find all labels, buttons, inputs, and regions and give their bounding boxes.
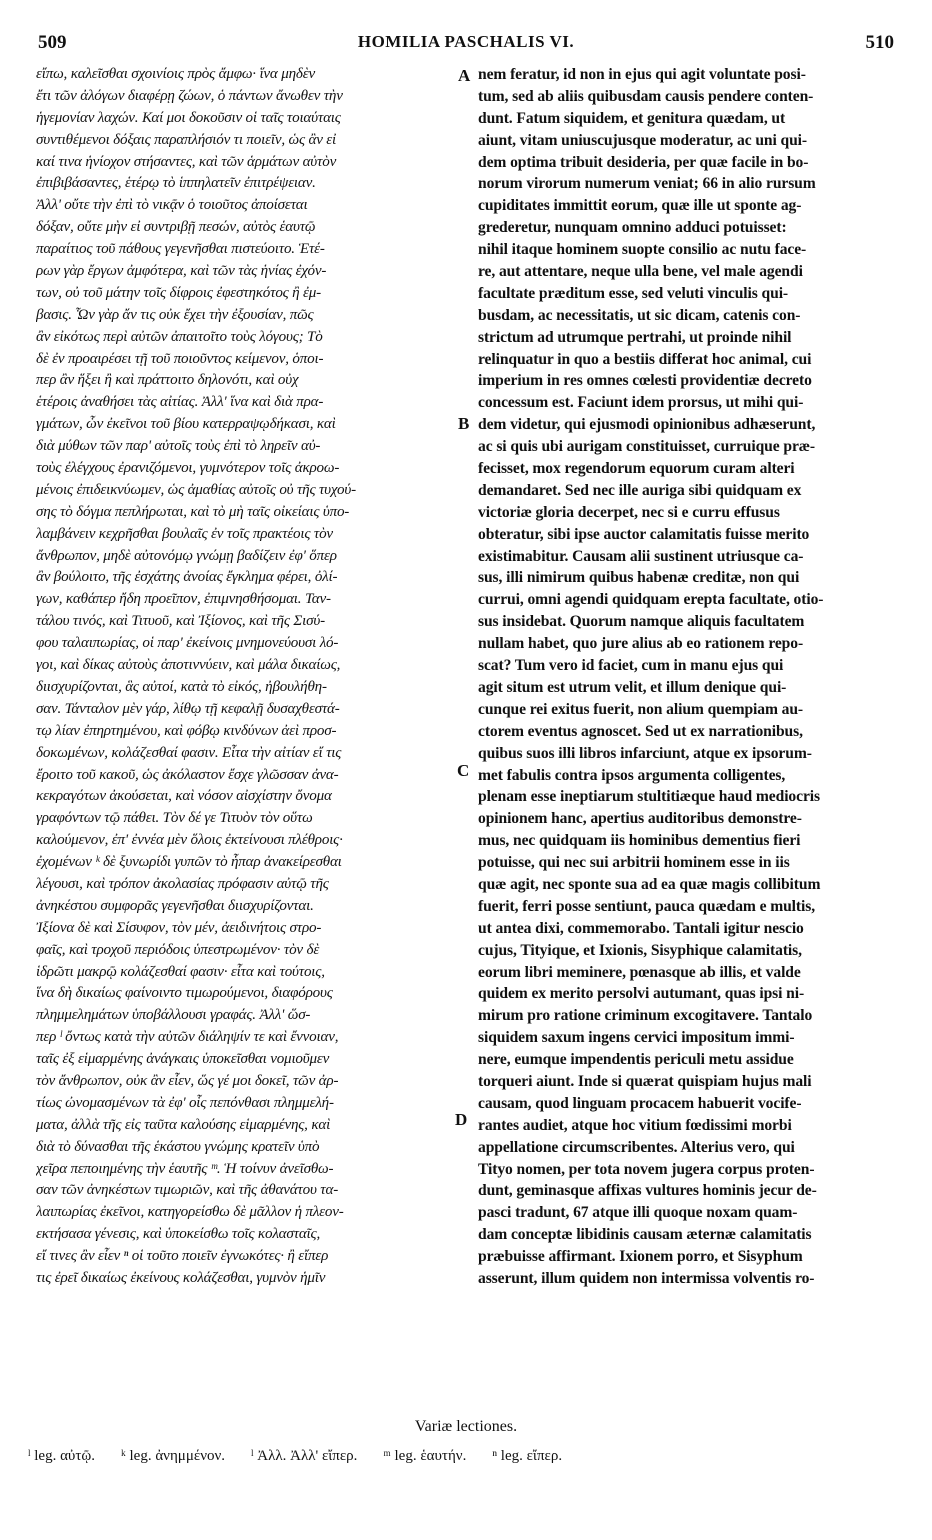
latin-text-line: met fabulis contra ipsos argumenta colligentes, xyxy=(478,766,786,784)
greek-text-line: γμάτων, ὧν ἐκεῖνοι τοῦ βίου κατερραψῳδήκασι, καὶ xyxy=(36,416,336,433)
latin-text-line: norum virorum numerum veniat; 66 in alio rursum xyxy=(478,175,816,193)
greek-text-line: σαν τῶν ἀνηκέστων τιμωριῶν, καὶ τῆς ἀθανάτου τα- xyxy=(36,1182,339,1199)
greek-text-line: Ἀλλ' οὔτε τὴν ἐπὶ τὸ νικᾷν ὁ τοιοῦτος ἀποίσεται xyxy=(36,197,308,214)
latin-text-line: quibus suos illi libros infarciunt, atque ex ipsorum- xyxy=(478,744,812,762)
greek-text-line: φου ταλαιπωρίας, οἱ παρ' ἐκείνοις μνημονεύουσι λό- xyxy=(36,635,339,652)
greek-text-line: δὲ ἐν προαιρέσει τῇ τοῦ ποιοῦντος κείμενον, ὁποι- xyxy=(36,350,324,367)
latin-text-line: causam, quod linguam procacem habuerit vocife- xyxy=(478,1094,802,1112)
page-number-left: 509 xyxy=(38,32,67,53)
latin-text-line: sus, illi nimirum quibus habenæ creditæ, non qui xyxy=(478,569,800,587)
greek-text-line: πλημμελημάτων ὑποβάλλουσι γραφάς. Ἀλλ' ὥσ- xyxy=(36,1007,311,1024)
latin-text-line: cunque rei exitus fuerit, non alium quempiam au- xyxy=(478,700,804,718)
latin-text-line: re, aut attentare, neque ulla bene, vel male agendi xyxy=(478,263,803,281)
variants-heading: Variæ lectiones. xyxy=(414,1418,518,1435)
greek-text-line: συντιθέμενοι δόξαις παραπλήσιόν τι ποιεῖν, ὡς ἂν εἰ xyxy=(36,131,337,148)
latin-text-line: tum, sed ab aliis quibusdam causis pendere conten- xyxy=(478,87,814,105)
latin-text-line: dunt, geminasque affixas vultures hominis jecur de- xyxy=(478,1182,817,1200)
greek-text-line: ρων γὰρ ἔργων ἀμφότερα, καὶ τῶν τὰς ἡνίας ἐχόν- xyxy=(36,263,327,280)
latin-text-line: cujus, Tityique, et Ixionis, Sisyphique calamitatis, xyxy=(478,941,802,959)
latin-text-line: obteratur, sibi ipse auctor calamitatis fuisse merito xyxy=(478,525,810,543)
greek-text-line: Ἰξίονα δὲ καὶ Σίσυφον, τὸν μέν, ἀειδινήτοις στρο- xyxy=(36,919,322,936)
latin-text-line: mus, nec quidquam iis hominibus dementius fieri xyxy=(478,832,801,850)
latin-text-line: facultate præditum esse, sed veluti vinculis qui- xyxy=(478,284,789,302)
greek-text-line: κεκραγότων ἀκούσεται, καὶ νόσον αἰσχίστην ὄνομα xyxy=(36,788,332,805)
greek-text-line: δόξαν, οὔτε μὴν εἰ συντριβῇ πεσών, αὐτὸς ἑαυτῷ xyxy=(36,219,316,236)
latin-text-line: ctorem eventus agnoscet. Sed ut ex narrationibus, xyxy=(478,722,803,740)
variant-reading: ˡ Ἀλλ. Ἀλλ' εἴπερ. xyxy=(251,1448,358,1464)
latin-text-line: mirum pro ratione criminum excogitavere. Tantalo xyxy=(478,1007,813,1025)
running-title: HOMILIA PASCHALIS VI. xyxy=(357,32,575,51)
latin-text-line: torqueri aiunt. Inde si quærat quispiam hujus mali xyxy=(478,1072,812,1090)
greek-text-line: βασις. Ὧν γὰρ ἄν τις οὐκ ἔχει τὴν ἐξουσίαν, πῶς xyxy=(36,306,314,323)
latin-text-line: aiunt, vitam uniuscujusque moderatur, ac uni qui- xyxy=(478,131,807,149)
greek-text-line: ἂν εἰκότως περὶ αὐτῶν ἀπαιτοῖτο τοὺς λόγους; Τὸ xyxy=(36,328,323,345)
latin-text-column xyxy=(478,64,894,1290)
latin-text-line: busdam, ac necessitatis, ut sic dicam, catenis con- xyxy=(478,306,801,324)
greek-text-line: ἔτι τῶν ἀλόγων διαφέρῃ ζώων, ὁ πάντων ἄνωθεν τὴν xyxy=(36,87,343,104)
latin-text-line: scat? Tum vero id faciet, cum in manu ejus qui xyxy=(478,657,784,675)
latin-text-line: imperium in res omnes cœlesti providentiæ decreto xyxy=(478,372,812,390)
greek-text-column xyxy=(36,64,462,1290)
latin-text-line: asserunt, illum quidem non intermissa volventis ro- xyxy=(478,1269,815,1287)
greek-text-line: των, οὐ τοῦ μάτην τοῖς δίφροις ἐφεστηκότος ἢ ἐμ- xyxy=(36,284,321,301)
greek-text-line: ἐπιβιβάσαντες, ἑτέρῳ τὸ ἱππηλατεῖν ἐπιτρέψειαν. xyxy=(36,175,316,192)
latin-text-line: appellatione circumscribentes. Alterius vero, qui xyxy=(478,1138,795,1156)
greek-text-line: λαμβάνειν κεχρῆσθαι βουλαῖς ἐν τοῖς πρακτέοις τὸν xyxy=(36,525,333,542)
latin-text-line: quidem ex merito persolvi autumant, quas ipsi ni- xyxy=(478,985,805,1003)
variant-reading: ⁿ leg. εἴπερ. xyxy=(492,1448,563,1464)
greek-text-line: λέγουσι, καὶ τρόπον ἀκολασίας πρόφασιν αὐτῷ τῆς xyxy=(36,875,329,892)
latin-text-line: dem videtur, qui ejusmodi opinionibus adhæserunt, xyxy=(478,416,816,434)
greek-text-line: γοι, καὶ δίκας αὐτοὺς ἀποτιννύειν, καὶ μάλα δικαίως, xyxy=(36,657,341,674)
latin-text-line: potuisse, qui nec sui arbitrii hominem esse in iis xyxy=(478,854,790,872)
latin-text-line: nullam habet, quo jure alius ab eo rationem repo- xyxy=(478,635,804,653)
greek-text-line: χεῖρα πεποιημένης τὴν ἑαυτῆς ᵐ. Ἡ τοίνυν ἀνεῖσθω- xyxy=(36,1160,334,1177)
greek-text-line: εἴπω, καλεῖσθαι σχοινίοις πρὸς ἄμφω· ἵνα μηδὲν xyxy=(36,66,315,82)
greek-text-line: σαν. Τάνταλον μὲν γάρ, λίθῳ τῇ κεφαλῇ δυσαχθεστά- xyxy=(36,700,340,717)
variant-readings xyxy=(28,1448,912,1465)
greek-text-line: μένοις ἐπιδεικνύωμεν, ὡς ἀμαθίας αὐτοῖς οὐ τῆς τυχού- xyxy=(36,481,356,498)
greek-text-line: τίως ὠνομασμένων τὰ ἐφ' οἷς πεπόνθασι πλημμελή- xyxy=(36,1094,334,1111)
greek-text-line: εκτήσασα γένεσις, καὶ ὑποκείσθω τοῖς κολασταῖς, xyxy=(36,1226,321,1243)
greek-text-line: γραφόντων τῷ πάθει. Τὸν δέ γε Τιτυὸν τὸν οὕτω xyxy=(36,810,313,827)
latin-text-line: rantes audiet, atque hoc vitium fœdissimi morbi xyxy=(478,1116,792,1134)
latin-text-line: præbuisse affirmant. Ixionem porro, et Sisyphum xyxy=(478,1248,803,1266)
latin-text-line: nem feratur, id non in ejus qui agit voluntate posi- xyxy=(478,66,806,83)
greek-text-line: ἄνθρωπον, μηδὲ αὐτονόμῳ γνώμῃ βαδίζειν ἐφ' ὅπερ xyxy=(36,547,337,564)
latin-text-line: opinionem hanc, apertius auditoribus demonstre- xyxy=(478,810,802,828)
latin-text-line: ac si quis ubi aurigam constituisset, curruique præ- xyxy=(478,438,816,456)
latin-text-line: victoriæ gloria decerpet, nec si e curru effusus xyxy=(478,503,780,521)
greek-text-line: τοὺς ἐλέγχους ἐρανιζόμενοι, γυμνότερον τοῖς ἀκροω- xyxy=(36,460,340,477)
page-header xyxy=(38,28,894,58)
latin-text-line: nihil itaque hominem suopte consilio ac nutu face- xyxy=(478,241,807,259)
latin-text-line: pasci tradunt, 67 atque illi quoque noxam quam- xyxy=(478,1204,798,1222)
latin-text-line: plenam esse ineptiarum stultitiæque haud mediocris xyxy=(478,788,820,806)
greek-text-line: περ ἂν ἥξει ἢ καὶ πράττοιτο δηλονότι, καὶ οὐχ xyxy=(36,372,299,389)
greek-text-line: ταῖς ἐξ εἱμαρμένης ἀνάγκαις ὑποκεῖσθαι νομιοῦμεν xyxy=(36,1051,330,1068)
greek-text-line: λαιπωρίας ἐκεῖνοι, κατηγορείσθω δὲ μᾶλλον ἡ πλεον- xyxy=(36,1204,344,1221)
greek-text-line: ἔροιτο τοῦ κακοῦ, ὡς ἀκόλαστον ἔσχε γλῶσσαν ἀνα- xyxy=(36,766,339,783)
greek-text-line: καί τινα ἡνίοχον στήσαντες, καὶ τῶν ἁρμάτων αὐτὸν xyxy=(36,153,337,170)
greek-text-line: ἡγεμονίαν λαχών. Καί μοι δοκοῦσιν οἱ ταῖς τοιαύταις xyxy=(36,109,341,126)
greek-text-line: δοκωμένων, κολάζεσθαί φασιν. Εἶτα τὴν αἰτίαν εἴ τις xyxy=(36,744,342,761)
greek-text-line: παραίτιος τοῦ πάθους γεγενῆσθαι πιστεύοιτο. Ἑτέ- xyxy=(36,241,325,258)
latin-text-line: dem optima tribuit desideria, per quæ facile in bo- xyxy=(478,153,809,171)
greek-text-line: φαῖς, καὶ τροχοῦ περιόδοις ὑπεστρωμένον· τὸν δὲ xyxy=(36,941,320,958)
greek-text-line: ἐχομένων ᵏ δὲ ξυνωρίδι γυπῶν τὸ ἧπαρ ἀνακείρεσθαι xyxy=(36,854,342,871)
latin-text-line: demandaret. Sed nec ille auriga sibi quidquam ex xyxy=(478,481,802,499)
latin-text-line: quæ agit, nec sponte sua ad ea quæ magis collibitum xyxy=(478,875,821,893)
latin-text-line: Tityo nomen, per tota novem jugera corpus proten- xyxy=(478,1160,815,1178)
greek-text-line: γων, καθάπερ ἤδη προεῖπον, ἐπιμνησθήσομαι. Ταν- xyxy=(36,591,331,608)
latin-text-line: existimabitur. Causam alii sustinent utriusque ca- xyxy=(478,547,804,565)
greek-text-line: καλούμενον, ἐπ' ἐννέα μὲν ὅλοις ἐκτείνουσι πλέθροις· xyxy=(36,832,343,849)
greek-text-line: ἀνηκέστου συμφορᾶς γεγενῆσθαι διισχυρίζονται. xyxy=(36,897,314,914)
greek-text-line: ματα, ἀλλὰ τῆς εἰς ταῦτα καλούσης εἱμαρμένης, καὶ xyxy=(36,1116,331,1133)
latin-text-line: grederetur, nunquam omnino adduci potuisset: xyxy=(478,219,787,237)
margin-marker-c: C xyxy=(457,761,470,780)
greek-text-line: διὰ τὸ δύνασθαι τῆς ἑκάστου γνώμης κρατεῖν ὑπὸ xyxy=(36,1138,320,1155)
greek-text-line: τὸν ἄνθρωπον, οὐκ ἂν εἶεν, ὥς γέ μοι δοκεῖ, τῶν ἀρ- xyxy=(36,1072,339,1089)
latin-text-line: fecisset, mox regendorum equorum curam alteri xyxy=(478,460,795,478)
latin-text-line: nere, eumque impendentis periculi metu assidue xyxy=(478,1051,794,1069)
margin-marker-b: B xyxy=(458,414,470,433)
greek-text-line: σης τὸ δόγμα πεπλήρωται, καὶ τὸ μὴ ταῖς οἰκείαις ὑπο- xyxy=(36,503,350,520)
latin-text-line: dam conceptæ libidinis causam æternæ calamitatis xyxy=(478,1226,812,1244)
greek-text-line: ἂν βούλοιτο, τῆς ἐσχάτης ἀνοίας ἔγκλημα φέρει, ὀλί- xyxy=(36,569,338,586)
latin-text-line: fuerit, ferri posse sentiunt, pauca quædam e multis, xyxy=(478,897,815,915)
greek-text-line: τάλου τινός, καὶ Τιτυοῦ, καὶ Ἰξίονος, καὶ τῆς Σισύ- xyxy=(36,613,325,630)
greek-text-line: ἑτέροις ἀναθήσει τὰς αἰτίας. Ἀλλ' ἵνα καὶ διὰ πρα- xyxy=(36,394,324,411)
greek-text-line: περ ˡ ὄντως κατὰ τὴν αὐτῶν διάληψίν τε καὶ ἔννοιαν, xyxy=(36,1029,339,1046)
latin-text-line: currui, omni agendi quidquam erepta facultate, otio- xyxy=(478,591,824,609)
variant-reading: ᵏ leg. ἀνημμένον. xyxy=(121,1448,226,1464)
variant-reading: ˡ leg. αὐτῷ. xyxy=(28,1448,96,1464)
latin-text-line: ut antea dixi, commemorabo. Tantali igitur nescio xyxy=(478,919,804,937)
latin-text-line: agit situm est utrum velit, et illum denique qui- xyxy=(478,678,787,696)
latin-text-line: relinquatur in quo a bestiis differat hoc animal, cui xyxy=(478,350,812,368)
variant-reading: ᵐ leg. ἑαυτήν. xyxy=(383,1448,467,1464)
margin-marker-a: A xyxy=(458,66,471,85)
greek-text-line: διισχυρίζονται, ἃς αὐτοί, κατὰ τὸ εἰκός, ἠβουλήθη- xyxy=(36,678,327,695)
latin-text-line: strictum ad utrumque pertrahi, ut proinde nihil xyxy=(478,328,792,346)
greek-text-line: ἵνα δὴ δικαίως φαίνοιντο τιμωρούμενοι, διαφόρους xyxy=(36,985,333,1002)
latin-text-line: eorum libri meminere, pœnasque ab illis, et valde xyxy=(478,963,801,981)
greek-text-line: τις ἐρεῖ δικαίως ἐκείνους κολάζεσθαι, γυμνὸν ἡμῖν xyxy=(36,1269,326,1286)
latin-text-line: cupiditates immittit eorum, quæ ille ut sponte ag- xyxy=(478,197,802,215)
greek-text-line: ἱδρῶτι μακρῷ κολάζεσθαί φασιν· εἶτα καὶ τούτοις, xyxy=(36,963,325,980)
latin-text-line: dunt. Fatum siquidem, et genitura quædam, ut xyxy=(478,109,786,127)
margin-marker-d: D xyxy=(455,1110,468,1129)
greek-text-line: τῳ λίαν ἐπηρτημένου, καὶ φόβῳ κινδύνων ἀεὶ προσ- xyxy=(36,722,337,739)
latin-text-line: siquidem saxum ingens cervici impositum immi- xyxy=(478,1029,795,1047)
greek-text-line: διὰ μύθων τῶν παρ' αὐτοῖς τοὺς ἐπὶ τὸ ληρεῖν αὐ- xyxy=(36,438,321,455)
latin-text-line: sus insidebat. Quorum namque aliquis facultatem xyxy=(478,613,805,631)
greek-text-line: εἴ τινες ἂν εἶεν ⁿ οἱ τοῦτο ποιεῖν ἐγνωκότες· ἢ εἴπερ xyxy=(36,1248,329,1265)
page-number-right: 510 xyxy=(865,32,894,53)
latin-text-line: concessum est. Faciunt idem prorsus, ut mihi qui- xyxy=(478,394,804,412)
